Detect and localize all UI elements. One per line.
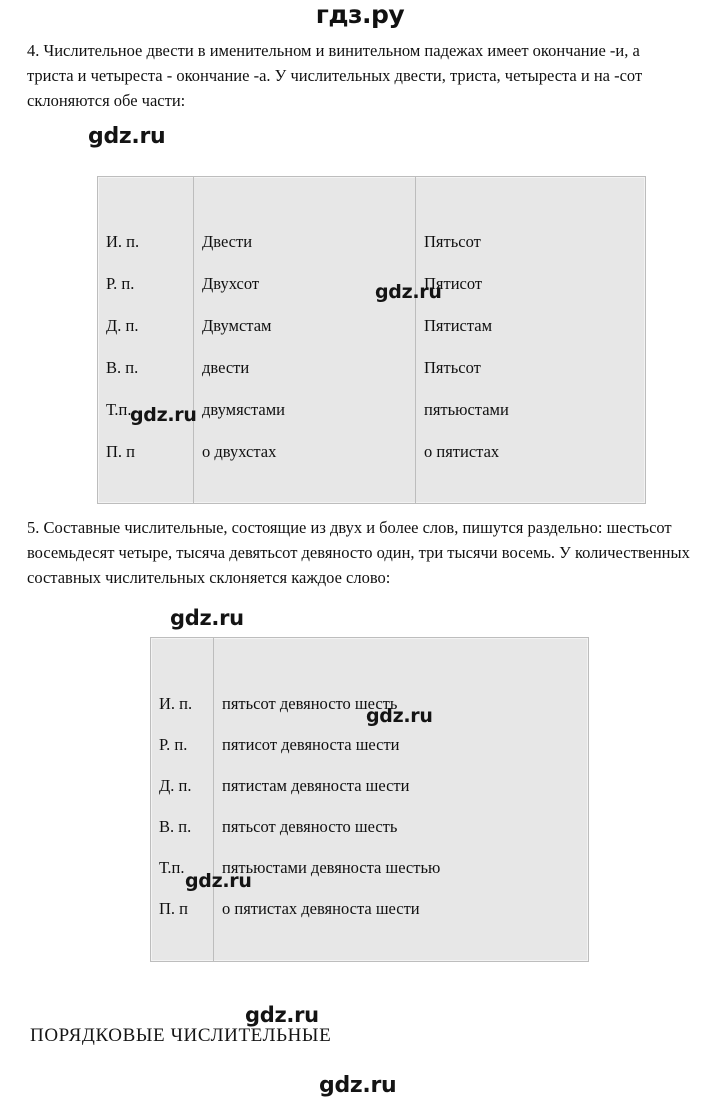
- form-500: Пятисот: [424, 274, 483, 293]
- spacer-cell: [194, 177, 416, 222]
- form-596: пятисот девяноста шести: [222, 735, 400, 754]
- spacer-cell: [214, 929, 589, 962]
- section-heading-ordinal-numerals: ПОРЯДКОВЫЕ ЧИСЛИТЕЛЬНЫЕ: [30, 1025, 332, 1046]
- table-spacer-row: [151, 929, 589, 962]
- case-label: И. п.: [151, 683, 214, 724]
- table-spacer-row: [98, 177, 646, 222]
- declension-table-200-500: [97, 176, 646, 504]
- watermark-gdz: gdz.ru: [185, 870, 252, 892]
- spacer-cell: [416, 177, 646, 222]
- case-label: Т.п.: [98, 389, 194, 431]
- form-500: Пятьсот: [424, 232, 481, 251]
- table-row: [151, 724, 589, 765]
- spacer-cell: [151, 929, 214, 962]
- table-row: [151, 765, 589, 806]
- paragraph-item-4: 4. Числительное двести в именительном и винительном падежах имеет окончание -и, а триста и четыреста - окончание -а. У числительных двести, триста, четыреста и на -сот склоняются обе части:: [27, 41, 643, 110]
- table-row: [151, 847, 589, 888]
- watermark-gdz: gdz.ru: [88, 124, 166, 149]
- form-200: о двухстах: [194, 431, 416, 473]
- spacer-cell: [98, 473, 194, 504]
- table-spacer-row: [98, 473, 646, 504]
- table-row: [98, 263, 646, 305]
- form-596: пятистам девяноста шести: [222, 776, 410, 795]
- case-label: П. п: [151, 888, 214, 929]
- table-row: [98, 431, 646, 473]
- form-200: Двести: [194, 221, 416, 263]
- watermark-gdz: gdz.ru: [170, 606, 244, 630]
- case-label: В. п.: [98, 347, 194, 389]
- case-label: Р. п.: [151, 724, 214, 765]
- declension-table-596: [150, 637, 589, 962]
- form-500: о пятистах: [424, 442, 500, 461]
- spacer-cell: [194, 473, 416, 504]
- watermark-gdz: gdz.ru: [130, 404, 197, 426]
- spacer-cell: [98, 177, 194, 222]
- table-row: [98, 347, 646, 389]
- table-row: [98, 221, 646, 263]
- case-label: И. п.: [98, 221, 194, 263]
- form-596: о пятистах девяноста шести: [222, 899, 420, 918]
- table-row: [98, 305, 646, 347]
- watermark-gdz: gdz.ru: [319, 1073, 397, 1098]
- site-logo: гдз.ру: [315, 0, 405, 29]
- spacer-cell: [416, 473, 646, 504]
- watermark-gdz: gdz.ru: [375, 281, 442, 303]
- form-596: пятьсот девяносто шесть: [222, 817, 398, 836]
- table-spacer-row: [151, 638, 589, 684]
- form-200: двести: [194, 347, 416, 389]
- case-label: Д. п.: [98, 305, 194, 347]
- form-200: Двумстам: [194, 305, 416, 347]
- form-500: пятьюстами: [424, 400, 509, 419]
- table-row: [151, 888, 589, 929]
- case-label: Р. п.: [98, 263, 194, 305]
- case-label: П. п: [98, 431, 194, 473]
- watermark-gdz: gdz.ru: [366, 705, 433, 727]
- paragraph-item-5: 5. Составные числительные, состоящие из двух и более слов, пишутся раздельно: шестьсот восемьдесят четыре, тысяча девятьсот девяносто один, три тысячи восемь. У количественных составных числительных склоняется каждое слово:: [27, 518, 690, 587]
- case-label: Т.п.: [151, 847, 214, 888]
- form-200: двумястами: [194, 389, 416, 431]
- form-200: Двухсот: [194, 263, 416, 305]
- table-row: [151, 806, 589, 847]
- table-row: [98, 389, 646, 431]
- watermark-gdz: gdz.ru: [245, 1003, 319, 1027]
- form-596: пятьюстами девяноста шестью: [222, 858, 441, 877]
- case-label: В. п.: [151, 806, 214, 847]
- form-500: Пятистам: [424, 316, 493, 335]
- case-label: Д. п.: [151, 765, 214, 806]
- spacer-cell: [151, 638, 214, 684]
- spacer-cell: [214, 638, 589, 684]
- table-row: [151, 683, 589, 724]
- form-500: Пятьсот: [424, 358, 481, 377]
- form-596: пятьсот девяносто шесть: [222, 694, 398, 713]
